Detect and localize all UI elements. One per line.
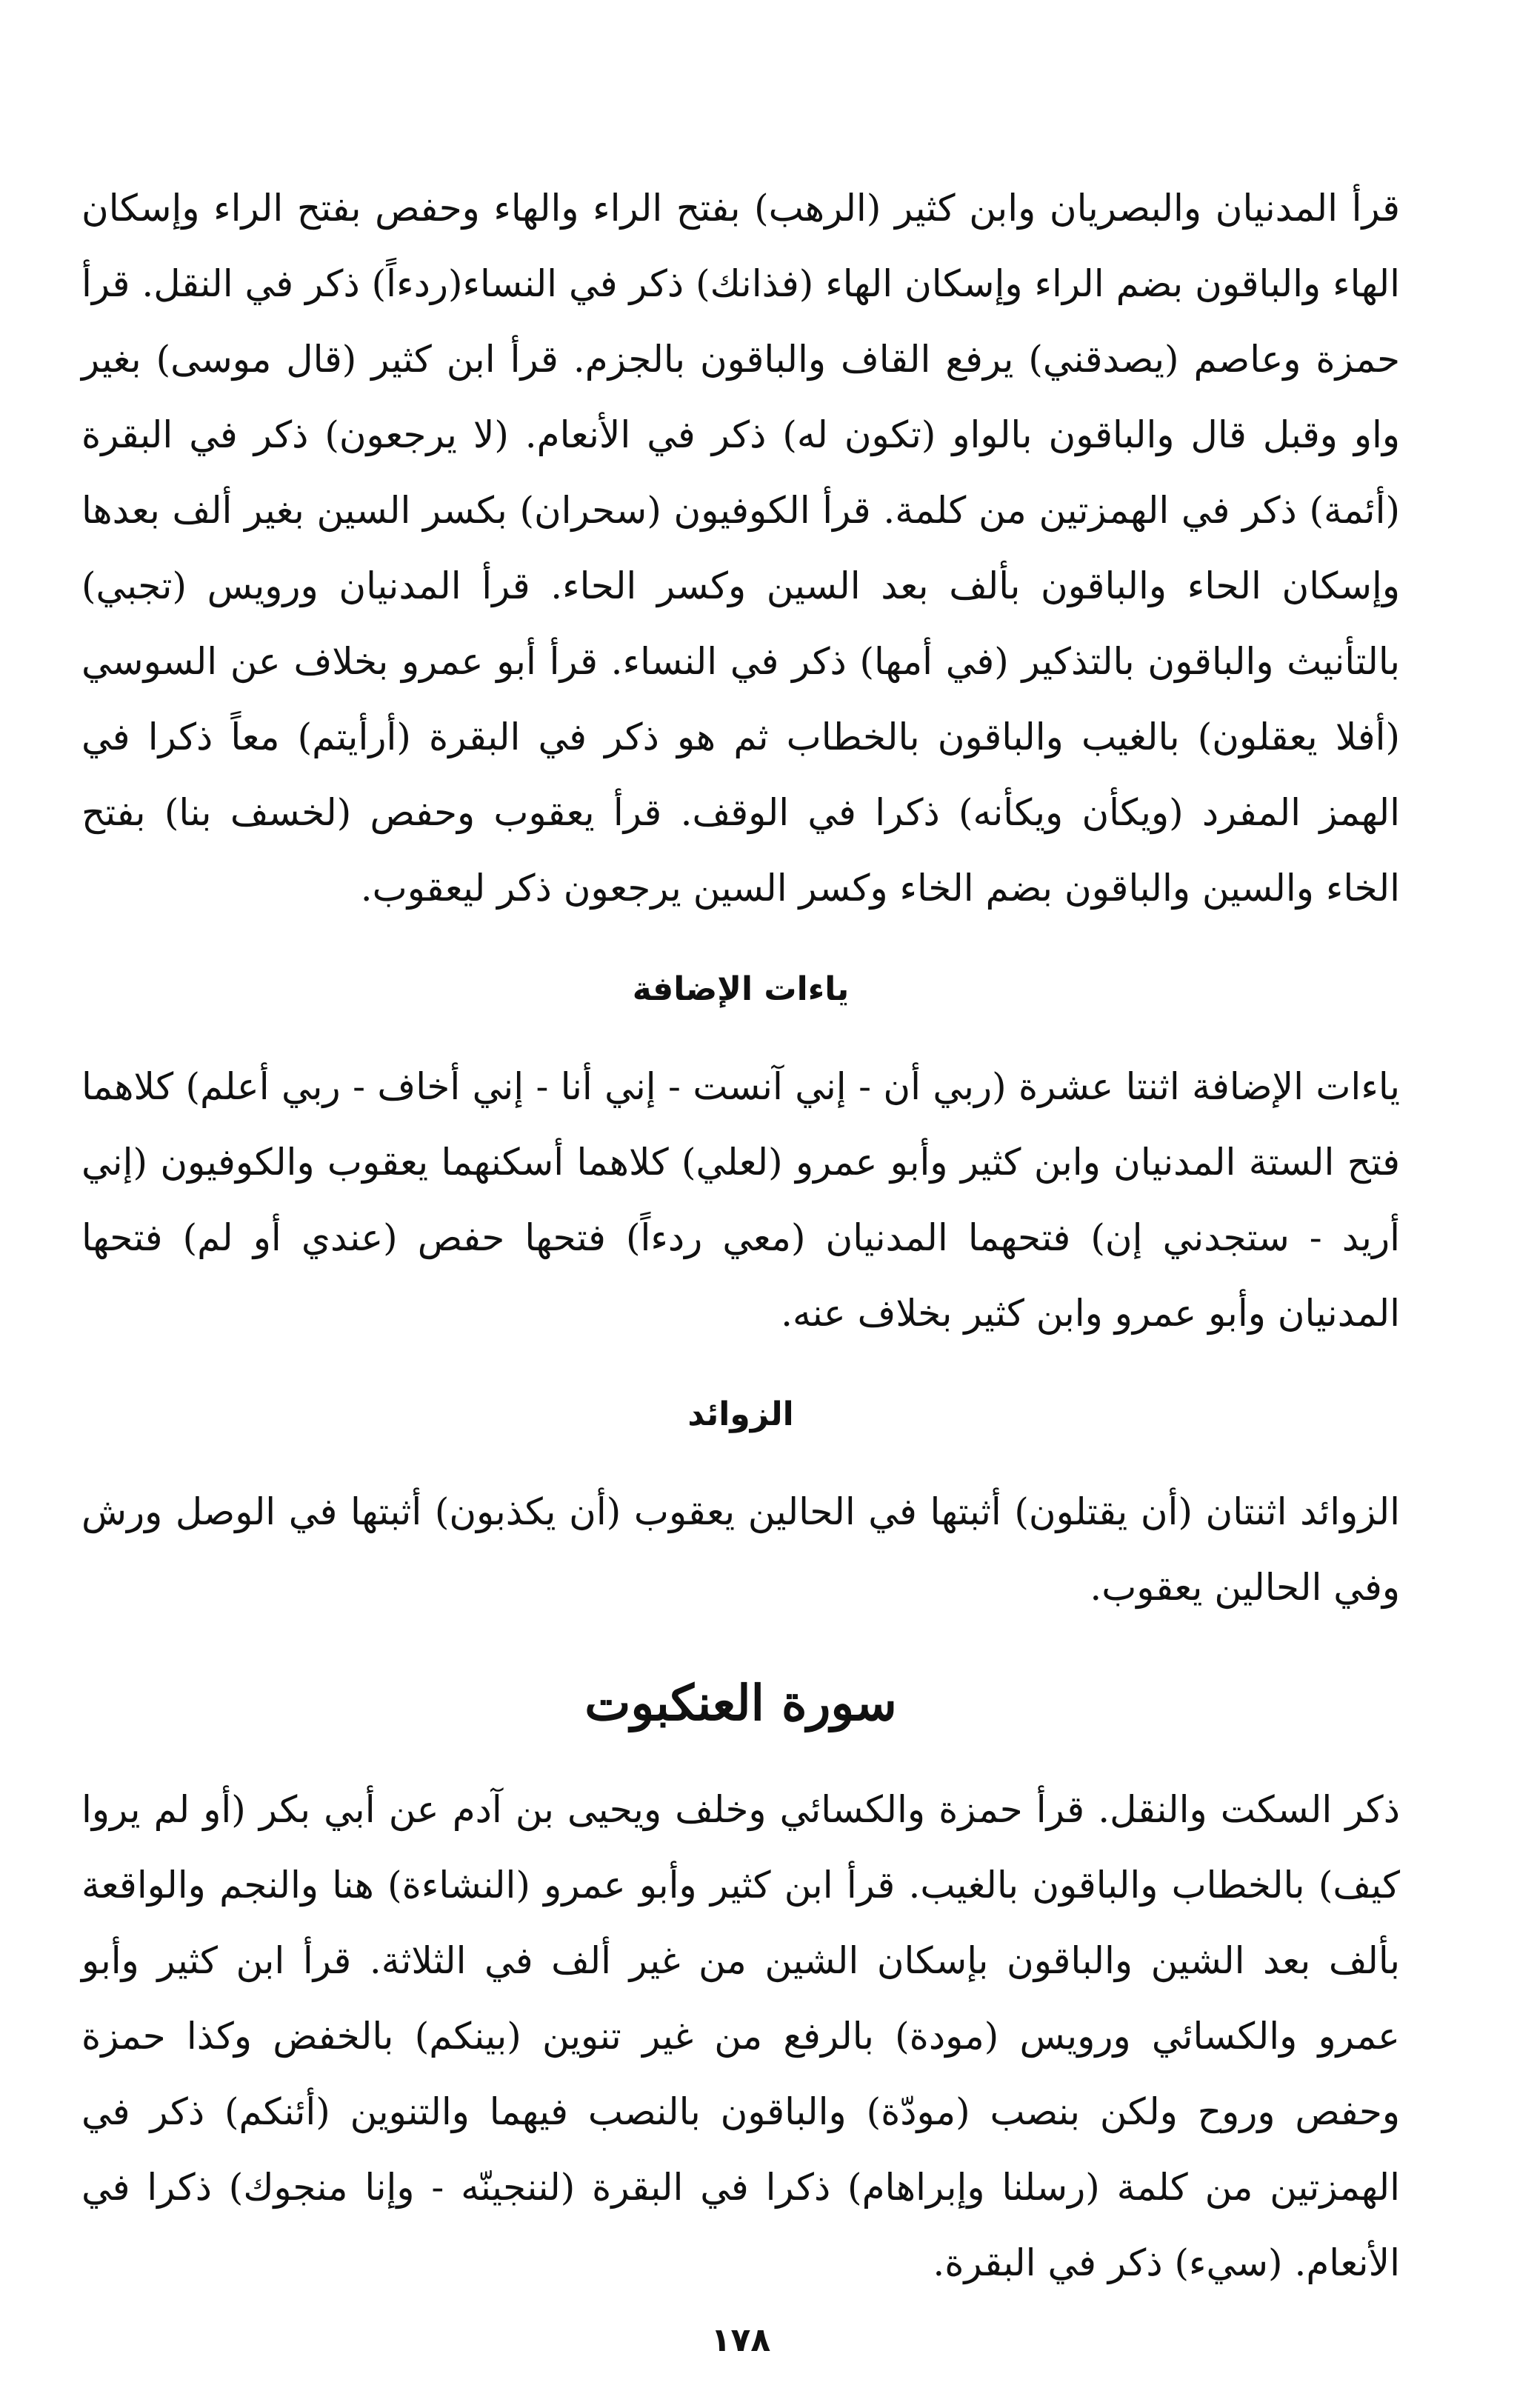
- paragraph-readings-al-qasas: قرأ المدنيان والبصريان وابن كثير (الرهب) بفتح الراء والهاء وحفص بفتح الراء وإسكان الهاء والباقون بضم الراء وإسكان الهاء (فذانك) ذكر في النساء(ردءاً) ذكر في النقل. قرأ حمزة وعاصم (يصدقني) يرفع القاف والباقون بالجزم. قرأ ابن كثير (قال موسى) بغير واو وقبل قال والباقون بالواو (تكون له) ذكر في الأنعام. (لا يرجعون) ذكر في البقرة (أئمة) ذكر في الهمزتين من كلمة. قرأ الكوفيون (سحران) بكسر السين بغير ألف بعدها وإسكان الحاء والباقون بألف بعد السين وكسر الحاء. قرأ المدنيان ورويس (تجبي) بالتأنيث والباقون بالتذكير (في أمها) ذكر في النساء. قرأ أبو عمرو بخلاف عن السوسي (أفلا يعقلون) بالغيب والباقون بالخطاب ثم هو ذكر في البقرة (أرأيتم) معاً ذكرا في الهمز المفرد (ويكأن ويكأنه) ذكرا في الوقف. قرأ يعقوب وحفص (لخسف بنا) بفتح الخاء والسين والباقون بضم الخاء وكسر السين يرجعون ذكر ليعقوب.: [81, 187, 1400, 910]
- book-page: [81, 170, 1400, 2363]
- paragraph-al-zawaid: الزوائد اثنتان (أن يقتلون) أثبتها في الحالين يعقوب (أن يكذبون) أثبتها في الوصل ورش وفي الحالين يعقوب.: [81, 1490, 1400, 1609]
- heading-al-zawaid: الزوائد: [687, 1395, 794, 1433]
- page-number: ١٧٨: [710, 2321, 771, 2359]
- paragraph-yaat-al-idafa: ياءات الإضافة اثنتا عشرة (ربي أن - إني آنست - إني أنا - إني أخاف - ربي أعلم) كلاهما فتح الستة المدنيان وابن كثير وأبو عمرو (لعلي) كلاهما أسكنهما يعقوب والكوفيون (إني أريد - ستجدني إن) فتحهما المدنيان (معي ردءاً) فتحها حفص (عندي أو لم) فتحها المدنيان وأبو عمرو وابن كثير بخلاف عنه.: [81, 1065, 1400, 1335]
- heading-yaat-al-idafa: ياءات الإضافة: [632, 970, 850, 1008]
- surah-title: سورة العنكبوت: [584, 1674, 897, 1732]
- paragraph-surah-al-ankabut: ذكر السكت والنقل. قرأ حمزة والكسائي وخلف ويحيى بن آدم عن أبي بكر (أو لم يروا كيف) بالخطاب والباقون بالغيب. قرأ ابن كثير وأبو عمرو (النشاءة) هنا والنجم والواقعة بألف بعد الشين والباقون بإسكان الشين من غير ألف في الثلاثة. قرأ ابن كثير وأبو عمرو والكسائي ورويس (مودة) بالرفع من غير تنوين (بينكم) بالخفض وكذا حمزة وحفص وروح ولكن بنصب (مودّة) والباقون بالنصب فيهما والتنوين (أئنكم) ذكر في الهمزتين من كلمة (رسلنا وإبراهام) ذكرا في البقرة (لننجينّه - وإنا منجوك) ذكرا في الأنعام. (سيء) ذكر في البقرة.: [81, 1788, 1400, 2284]
